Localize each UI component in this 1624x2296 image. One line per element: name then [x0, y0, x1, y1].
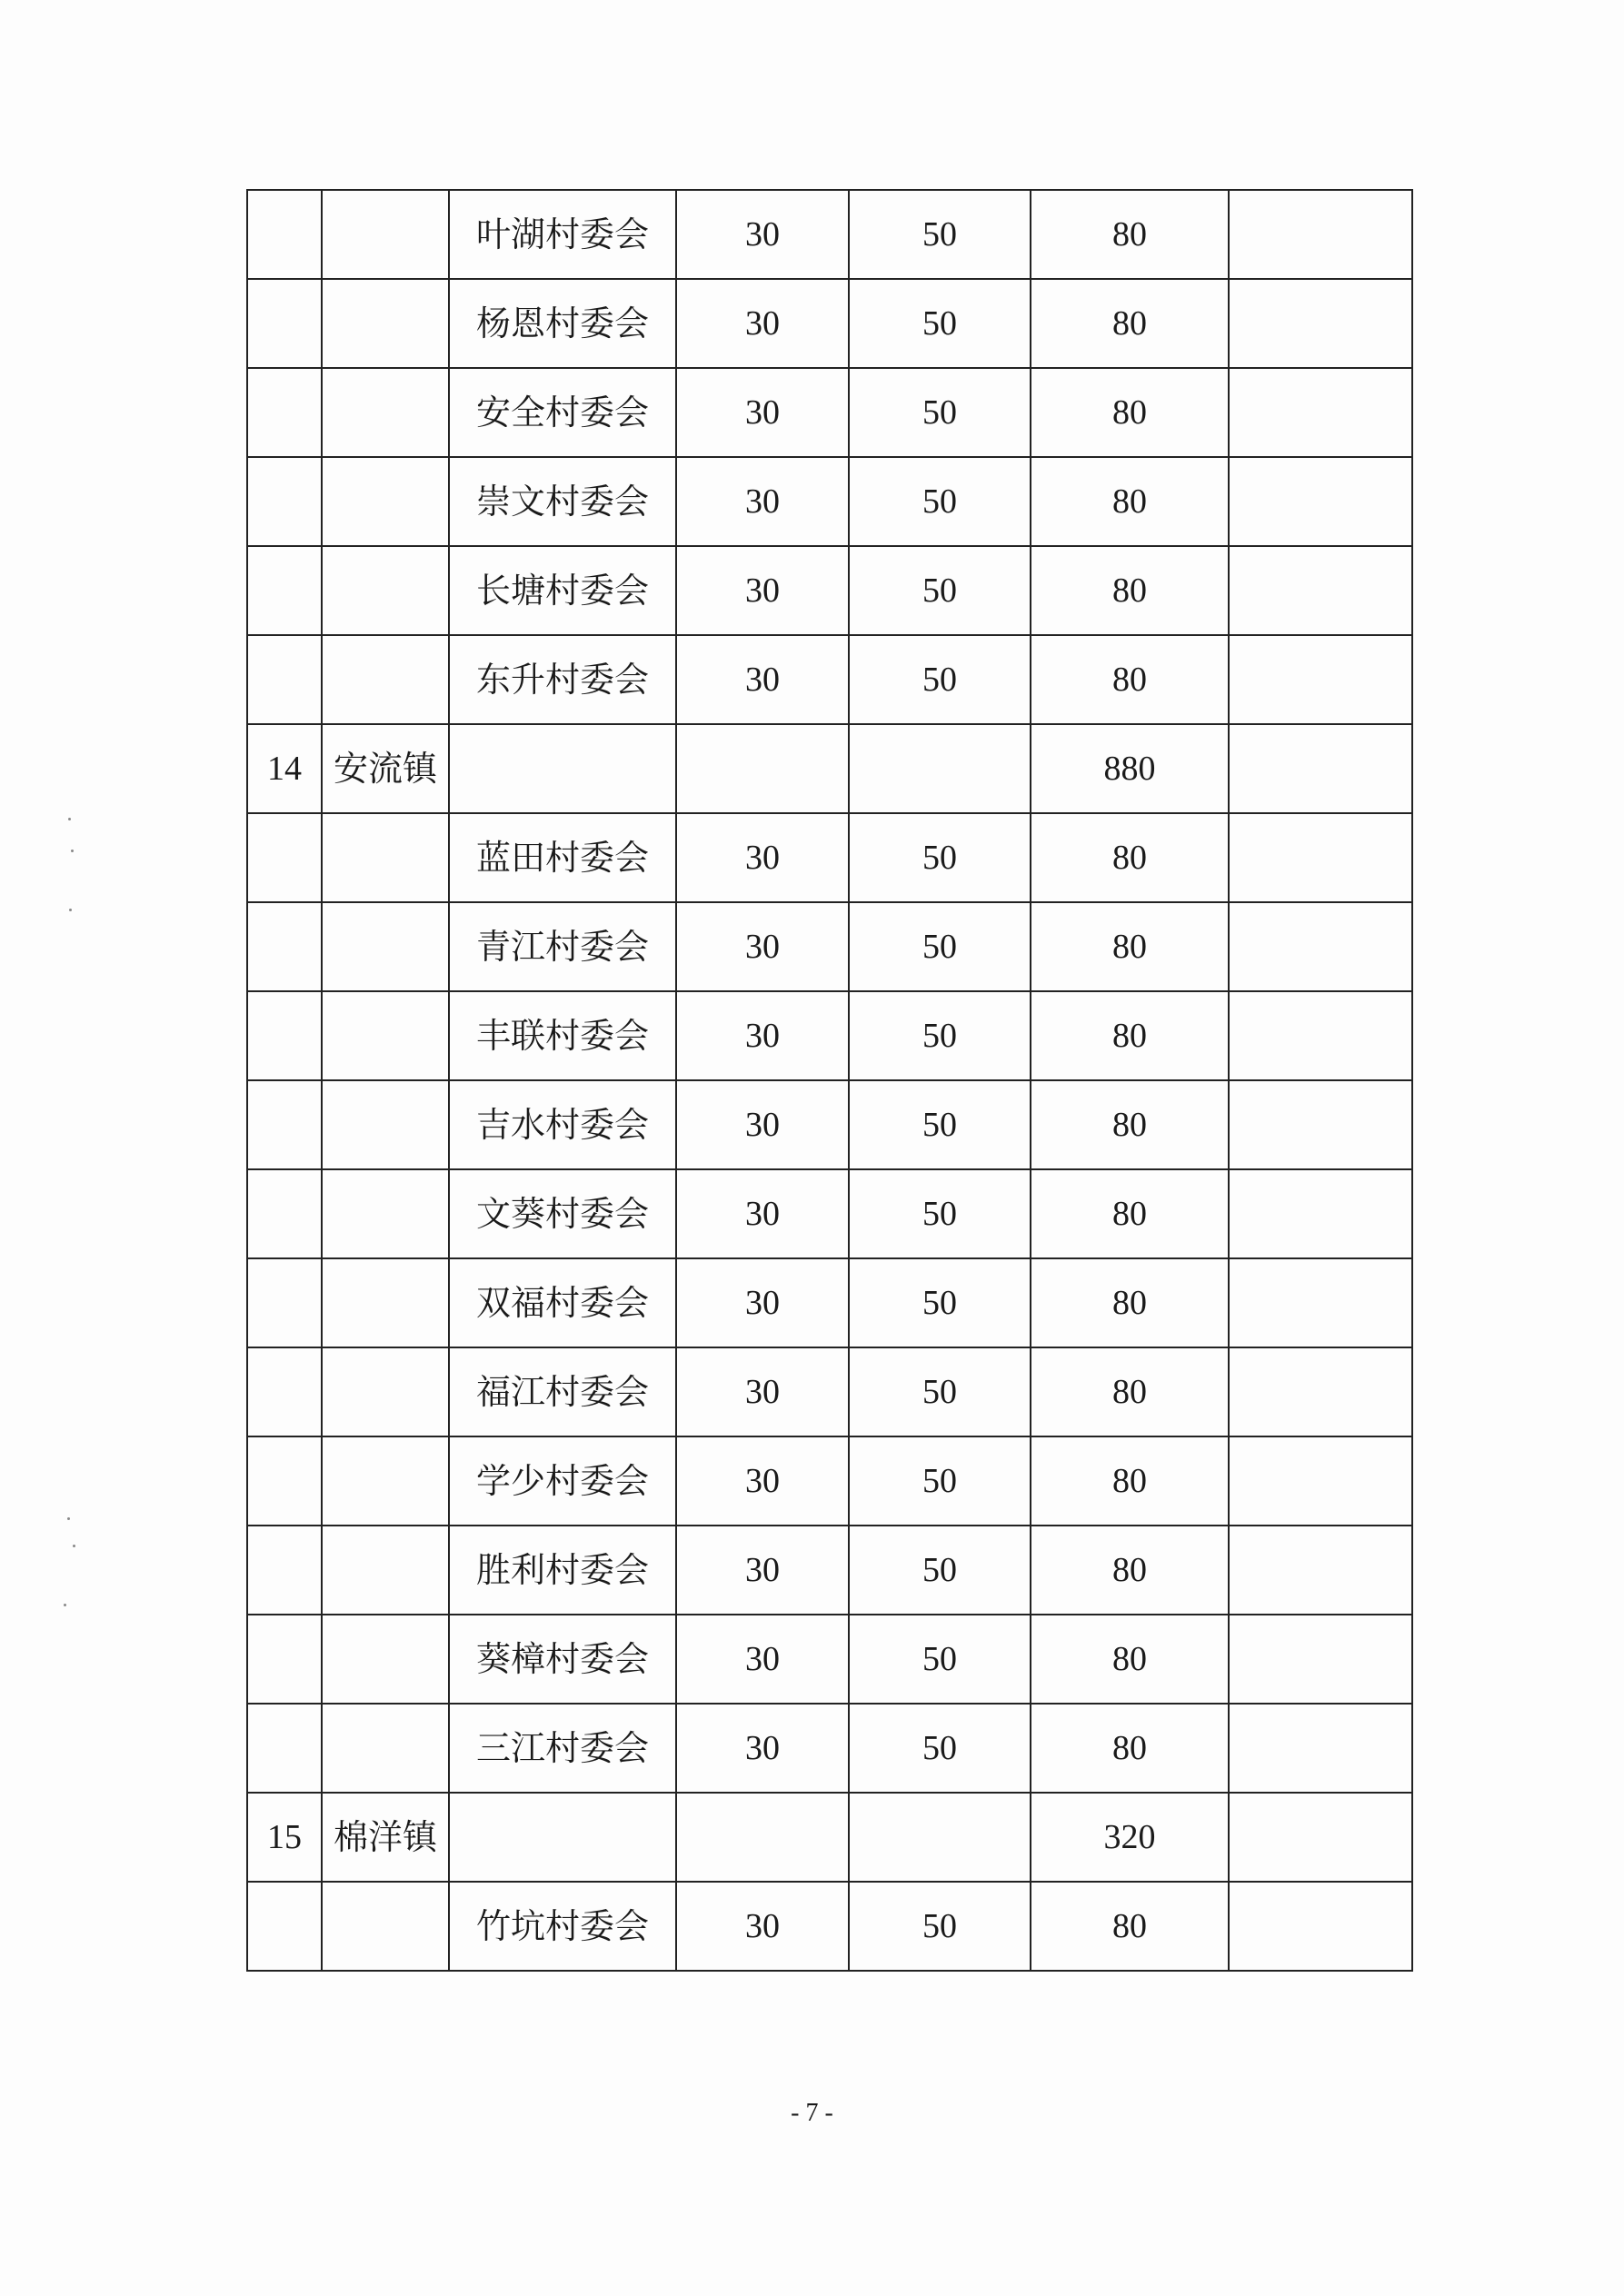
cell-note — [1229, 1080, 1412, 1169]
cell-note — [1229, 635, 1412, 724]
cell-town — [322, 1704, 449, 1793]
scan-speck — [69, 909, 72, 911]
cell-town — [322, 1615, 449, 1704]
cell-note — [1229, 457, 1412, 546]
table-row — [247, 1615, 1412, 1704]
cell-amount-a: 30 — [676, 1704, 849, 1793]
cell-amount-a — [676, 1793, 849, 1882]
cell-amount-b: 50 — [849, 813, 1031, 902]
cell-village: 杨恩村委会 — [449, 279, 676, 368]
cell-town — [322, 1169, 449, 1258]
cell-town — [322, 635, 449, 724]
cell-town — [322, 1526, 449, 1615]
cell-number — [247, 546, 322, 635]
table-row — [247, 1436, 1412, 1526]
cell-total: 80 — [1031, 368, 1229, 457]
cell-amount-a: 30 — [676, 546, 849, 635]
cell-amount-a: 30 — [676, 368, 849, 457]
table-row — [247, 1347, 1412, 1436]
cell-town: 安流镇 — [322, 724, 449, 813]
cell-town — [322, 1347, 449, 1436]
cell-amount-a: 30 — [676, 1347, 849, 1436]
cell-amount-a: 30 — [676, 1615, 849, 1704]
cell-number — [247, 813, 322, 902]
cell-total: 80 — [1031, 279, 1229, 368]
cell-total: 80 — [1031, 1080, 1229, 1169]
scan-speck — [67, 1517, 70, 1520]
allocation-table — [246, 189, 1413, 1972]
cell-number — [247, 1615, 322, 1704]
cell-note — [1229, 1526, 1412, 1615]
cell-village: 竹坑村委会 — [449, 1882, 676, 1971]
table-row — [247, 368, 1412, 457]
cell-village: 双福村委会 — [449, 1258, 676, 1347]
table-row — [247, 1704, 1412, 1793]
cell-town — [322, 546, 449, 635]
cell-amount-a — [676, 724, 849, 813]
cell-town — [322, 279, 449, 368]
cell-note — [1229, 368, 1412, 457]
table-row — [247, 1882, 1412, 1971]
cell-village: 福江村委会 — [449, 1347, 676, 1436]
cell-village: 三江村委会 — [449, 1704, 676, 1793]
cell-total: 80 — [1031, 1704, 1229, 1793]
cell-total: 80 — [1031, 1169, 1229, 1258]
page-number: - 7 - — [791, 2099, 833, 2127]
cell-amount-b: 50 — [849, 279, 1031, 368]
cell-total: 80 — [1031, 1436, 1229, 1526]
cell-amount-a: 30 — [676, 190, 849, 279]
cell-total: 80 — [1031, 1882, 1229, 1971]
cell-village: 葵樟村委会 — [449, 1615, 676, 1704]
cell-amount-a: 30 — [676, 902, 849, 991]
cell-number — [247, 1526, 322, 1615]
cell-note — [1229, 1793, 1412, 1882]
cell-number — [247, 1704, 322, 1793]
scan-speck — [64, 1604, 66, 1606]
table-row — [247, 991, 1412, 1080]
cell-total: 80 — [1031, 902, 1229, 991]
cell-total: 80 — [1031, 457, 1229, 546]
cell-village: 蓝田村委会 — [449, 813, 676, 902]
cell-village: 学少村委会 — [449, 1436, 676, 1526]
table-body — [247, 190, 1412, 1971]
cell-town — [322, 1258, 449, 1347]
cell-note — [1229, 1882, 1412, 1971]
cell-town — [322, 1080, 449, 1169]
cell-number — [247, 1436, 322, 1526]
cell-note — [1229, 724, 1412, 813]
cell-total: 80 — [1031, 190, 1229, 279]
cell-number — [247, 457, 322, 546]
cell-amount-b: 50 — [849, 1526, 1031, 1615]
cell-amount-a: 30 — [676, 1169, 849, 1258]
table-row — [247, 1526, 1412, 1615]
table-row — [247, 902, 1412, 991]
scan-speck — [71, 850, 74, 852]
table-row — [247, 1169, 1412, 1258]
table-row — [247, 190, 1412, 279]
cell-total: 80 — [1031, 813, 1229, 902]
cell-village: 东升村委会 — [449, 635, 676, 724]
cell-note — [1229, 1347, 1412, 1436]
cell-note — [1229, 546, 1412, 635]
table-row — [247, 1080, 1412, 1169]
cell-amount-b: 50 — [849, 991, 1031, 1080]
cell-total: 320 — [1031, 1793, 1229, 1882]
table-row — [247, 635, 1412, 724]
table-row — [247, 1258, 1412, 1347]
cell-number — [247, 1347, 322, 1436]
cell-town — [322, 190, 449, 279]
scan-speck — [68, 818, 71, 820]
cell-amount-a: 30 — [676, 1258, 849, 1347]
cell-number — [247, 1258, 322, 1347]
table-row — [247, 546, 1412, 635]
cell-village: 青江村委会 — [449, 902, 676, 991]
cell-village: 胜利村委会 — [449, 1526, 676, 1615]
cell-amount-b: 50 — [849, 368, 1031, 457]
cell-amount-b: 50 — [849, 1258, 1031, 1347]
cell-amount-b: 50 — [849, 1704, 1031, 1793]
cell-total: 80 — [1031, 1526, 1229, 1615]
cell-amount-a: 30 — [676, 1436, 849, 1526]
cell-amount-a: 30 — [676, 1882, 849, 1971]
cell-total: 80 — [1031, 635, 1229, 724]
cell-amount-b: 50 — [849, 635, 1031, 724]
cell-amount-a: 30 — [676, 1080, 849, 1169]
cell-number — [247, 368, 322, 457]
cell-amount-b: 50 — [849, 1080, 1031, 1169]
cell-amount-b: 50 — [849, 1615, 1031, 1704]
table-row — [247, 279, 1412, 368]
cell-town — [322, 1882, 449, 1971]
cell-total: 880 — [1031, 724, 1229, 813]
cell-town — [322, 813, 449, 902]
cell-village: 安全村委会 — [449, 368, 676, 457]
cell-amount-a: 30 — [676, 635, 849, 724]
cell-note — [1229, 1615, 1412, 1704]
cell-note — [1229, 991, 1412, 1080]
cell-note — [1229, 813, 1412, 902]
cell-amount-b: 50 — [849, 1347, 1031, 1436]
cell-village: 丰联村委会 — [449, 991, 676, 1080]
cell-number — [247, 902, 322, 991]
cell-village: 文葵村委会 — [449, 1169, 676, 1258]
cell-note — [1229, 1436, 1412, 1526]
cell-amount-b: 50 — [849, 1436, 1031, 1526]
cell-town — [322, 991, 449, 1080]
cell-note — [1229, 1258, 1412, 1347]
cell-amount-b: 50 — [849, 190, 1031, 279]
cell-total: 80 — [1031, 1615, 1229, 1704]
cell-note — [1229, 902, 1412, 991]
cell-village: 叶湖村委会 — [449, 190, 676, 279]
scan-speck — [73, 1545, 75, 1547]
cell-amount-b: 50 — [849, 457, 1031, 546]
cell-town — [322, 1436, 449, 1526]
cell-number — [247, 1169, 322, 1258]
cell-town — [322, 902, 449, 991]
cell-amount-a: 30 — [676, 991, 849, 1080]
cell-total: 80 — [1031, 991, 1229, 1080]
cell-number: 14 — [247, 724, 322, 813]
cell-amount-b: 50 — [849, 1169, 1031, 1258]
cell-amount-a: 30 — [676, 279, 849, 368]
cell-town — [322, 368, 449, 457]
cell-total: 80 — [1031, 546, 1229, 635]
cell-amount-b — [849, 724, 1031, 813]
cell-village — [449, 724, 676, 813]
cell-village: 崇文村委会 — [449, 457, 676, 546]
cell-amount-b — [849, 1793, 1031, 1882]
cell-amount-a: 30 — [676, 813, 849, 902]
cell-town: 棉洋镇 — [322, 1793, 449, 1882]
cell-amount-a: 30 — [676, 1526, 849, 1615]
cell-number — [247, 635, 322, 724]
cell-number — [247, 1080, 322, 1169]
cell-total: 80 — [1031, 1258, 1229, 1347]
cell-village: 吉水村委会 — [449, 1080, 676, 1169]
cell-note — [1229, 1704, 1412, 1793]
cell-number — [247, 1882, 322, 1971]
cell-amount-b: 50 — [849, 902, 1031, 991]
cell-number — [247, 279, 322, 368]
cell-total: 80 — [1031, 1347, 1229, 1436]
cell-number: 15 — [247, 1793, 322, 1882]
table-row — [247, 1793, 1412, 1882]
cell-note — [1229, 1169, 1412, 1258]
cell-amount-a: 30 — [676, 457, 849, 546]
cell-note — [1229, 279, 1412, 368]
cell-village: 长塘村委会 — [449, 546, 676, 635]
cell-note — [1229, 190, 1412, 279]
cell-number — [247, 991, 322, 1080]
table-row — [247, 457, 1412, 546]
cell-village — [449, 1793, 676, 1882]
cell-town — [322, 457, 449, 546]
table-row — [247, 724, 1412, 813]
cell-amount-b: 50 — [849, 546, 1031, 635]
cell-number — [247, 190, 322, 279]
cell-amount-b: 50 — [849, 1882, 1031, 1971]
table-row — [247, 813, 1412, 902]
